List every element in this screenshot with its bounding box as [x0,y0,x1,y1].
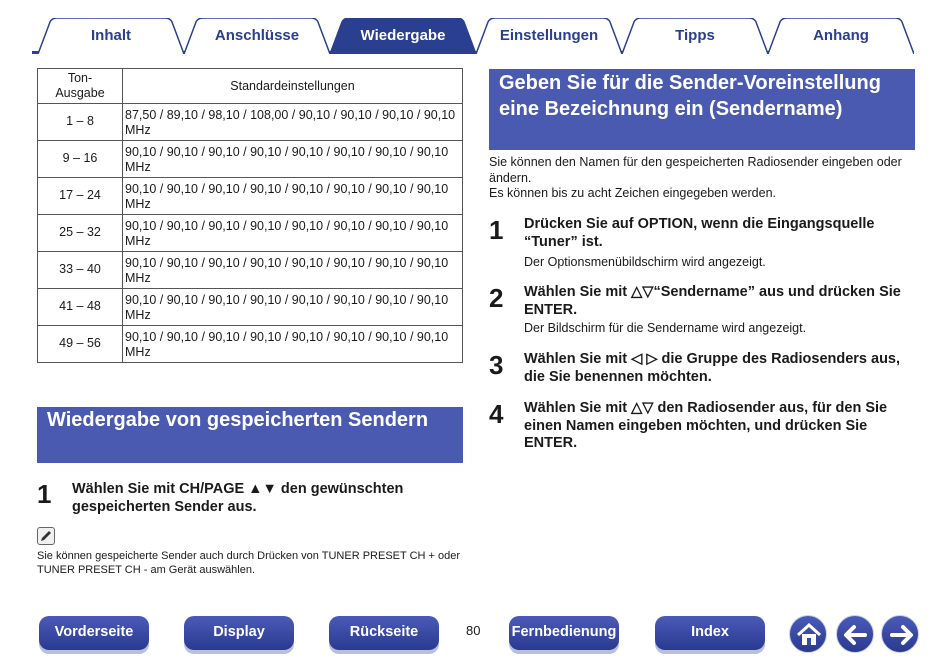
table-cell-values: 90,10 / 90,10 / 90,10 / 90,10 / 90,10 / 90,10 / 90,10 / 90,10 MHz [123,252,463,289]
table-row [38,104,463,141]
table-cell-values: 90,10 / 90,10 / 90,10 / 90,10 / 90,10 / 90,10 / 90,10 / 90,10 MHz [123,178,463,215]
table-row [38,289,463,326]
section-title-station-name: Geben Sie für die Sender-Voreinstellung eine Bezeichnung ein (Sendername) [489,69,915,150]
nav-button-index[interactable] [655,616,765,650]
step-desc: Der Bildschirm für die Sendername wird angezeigt. [524,321,807,335]
table-cell-values: 90,10 / 90,10 / 90,10 / 90,10 / 90,10 / 90,10 / 90,10 / 90,10 MHz [123,289,463,326]
nav-button-label: Rückseite [349,624,419,640]
step-desc: Der Optionsmenübildschirm wird angezeigt. [524,255,766,269]
tab-wiedergabe[interactable] [330,18,476,54]
table-row [38,252,463,289]
intro-text: Sie können den Namen für den gespeicherten Radiosender eingeben oder ändern. Es können bis zu acht Zeichen eingegeben werden. [489,155,902,200]
tab-anschluesse[interactable] [184,18,330,54]
section-title-playback: Wiedergabe von gespeicherten Sendern [37,407,463,463]
tab-label: Anhang [813,27,869,44]
arrow-left-icon[interactable] [836,615,874,653]
right-step-4 [489,399,915,457]
table-cell-values: 90,10 / 90,10 / 90,10 / 90,10 / 90,10 / 90,10 / 90,10 / 90,10 MHz [123,215,463,252]
home-icon[interactable] [789,615,827,653]
tab-label: Wiedergabe [360,27,446,44]
page-number: 80 [466,623,481,638]
nav-button-display[interactable] [184,616,294,650]
arrow-right-icon[interactable] [881,615,919,653]
note-text: Sie können gespeicherte Sender auch durch Drücken von TUNER PRESET CH + oder TUNER PRESET CH - am Gerät auswählen. [37,550,461,576]
step-number: 1 [37,479,52,509]
tab-label: Tipps [675,27,715,44]
table-cell-values: 87,50 / 89,10 / 98,10 / 108,00 / 90,10 / 90,10 / 90,10 / 90,10 MHz [123,104,463,141]
table-cell-values: 90,10 / 90,10 / 90,10 / 90,10 / 90,10 / 90,10 / 90,10 / 90,10 MHz [123,141,463,178]
table-cell-range: 9 – 16 [38,141,123,178]
tab-tipps[interactable] [622,18,768,54]
step-number: 2 [489,283,504,313]
table-cell-range: 25 – 32 [38,215,123,252]
nav-button-front[interactable] [39,616,149,650]
left-step-1 [37,479,463,519]
tab-label: Anschlüsse [214,27,300,44]
step-text: Wählen Sie mit △▽“Sendername” aus und drücken Sie ENTER. [524,284,901,318]
tab-inhalt[interactable] [38,18,184,54]
table-row [38,141,463,178]
step-text: Drücken Sie auf OPTION, wenn die Eingangsquelle “Tuner” ist. [524,216,875,250]
col-header-output: Ton- Ausgabe [38,69,123,104]
table-row [38,215,463,252]
table-cell-range: 49 – 56 [38,326,123,363]
tab-label: Inhalt [91,27,131,44]
right-step-1 [489,215,915,273]
right-step-3 [489,350,915,390]
note-pencil-icon [37,527,55,545]
col-header-defaults: Standardeinstellungen [123,69,463,104]
step-text: Wählen Sie mit ◁ ▷ die Gruppe des Radiosenders aus, die Sie benennen möchten. [524,351,901,385]
table-cell-range: 17 – 24 [38,178,123,215]
step-number: 1 [489,215,504,245]
tab-anhang[interactable] [768,18,914,54]
nav-button-remote[interactable] [509,616,619,650]
nav-button-rear[interactable] [329,616,439,650]
step-text: Wählen Sie mit CH/PAGE ▲▼ den gewünschten gespeicherten Sender aus. [72,481,404,515]
step-number: 4 [489,399,504,429]
table-cell-range: 33 – 40 [38,252,123,289]
right-step-2 [489,283,915,341]
step-number: 3 [489,350,504,380]
nav-button-label: Vorderseite [54,624,134,640]
table-row [38,326,463,363]
nav-button-label: Display [213,624,265,640]
preset-table [37,68,463,363]
table-cell-values: 90,10 / 90,10 / 90,10 / 90,10 / 90,10 / 90,10 / 90,10 / 90,10 MHz [123,326,463,363]
table-cell-range: 41 – 48 [38,289,123,326]
nav-button-label: Fernbedienung [511,624,617,640]
tab-einstellungen[interactable] [476,18,622,54]
table-header-row [38,69,463,104]
tab-label: Einstellungen [499,27,599,44]
nav-button-label: Index [691,624,729,640]
tab-bar [32,14,914,54]
step-text: Wählen Sie mit △▽ den Radiosender aus, für den Sie einen Namen eingeben möchten, und drücken Sie ENTER. [524,400,888,451]
table-row [38,178,463,215]
table-cell-range: 1 – 8 [38,104,123,141]
